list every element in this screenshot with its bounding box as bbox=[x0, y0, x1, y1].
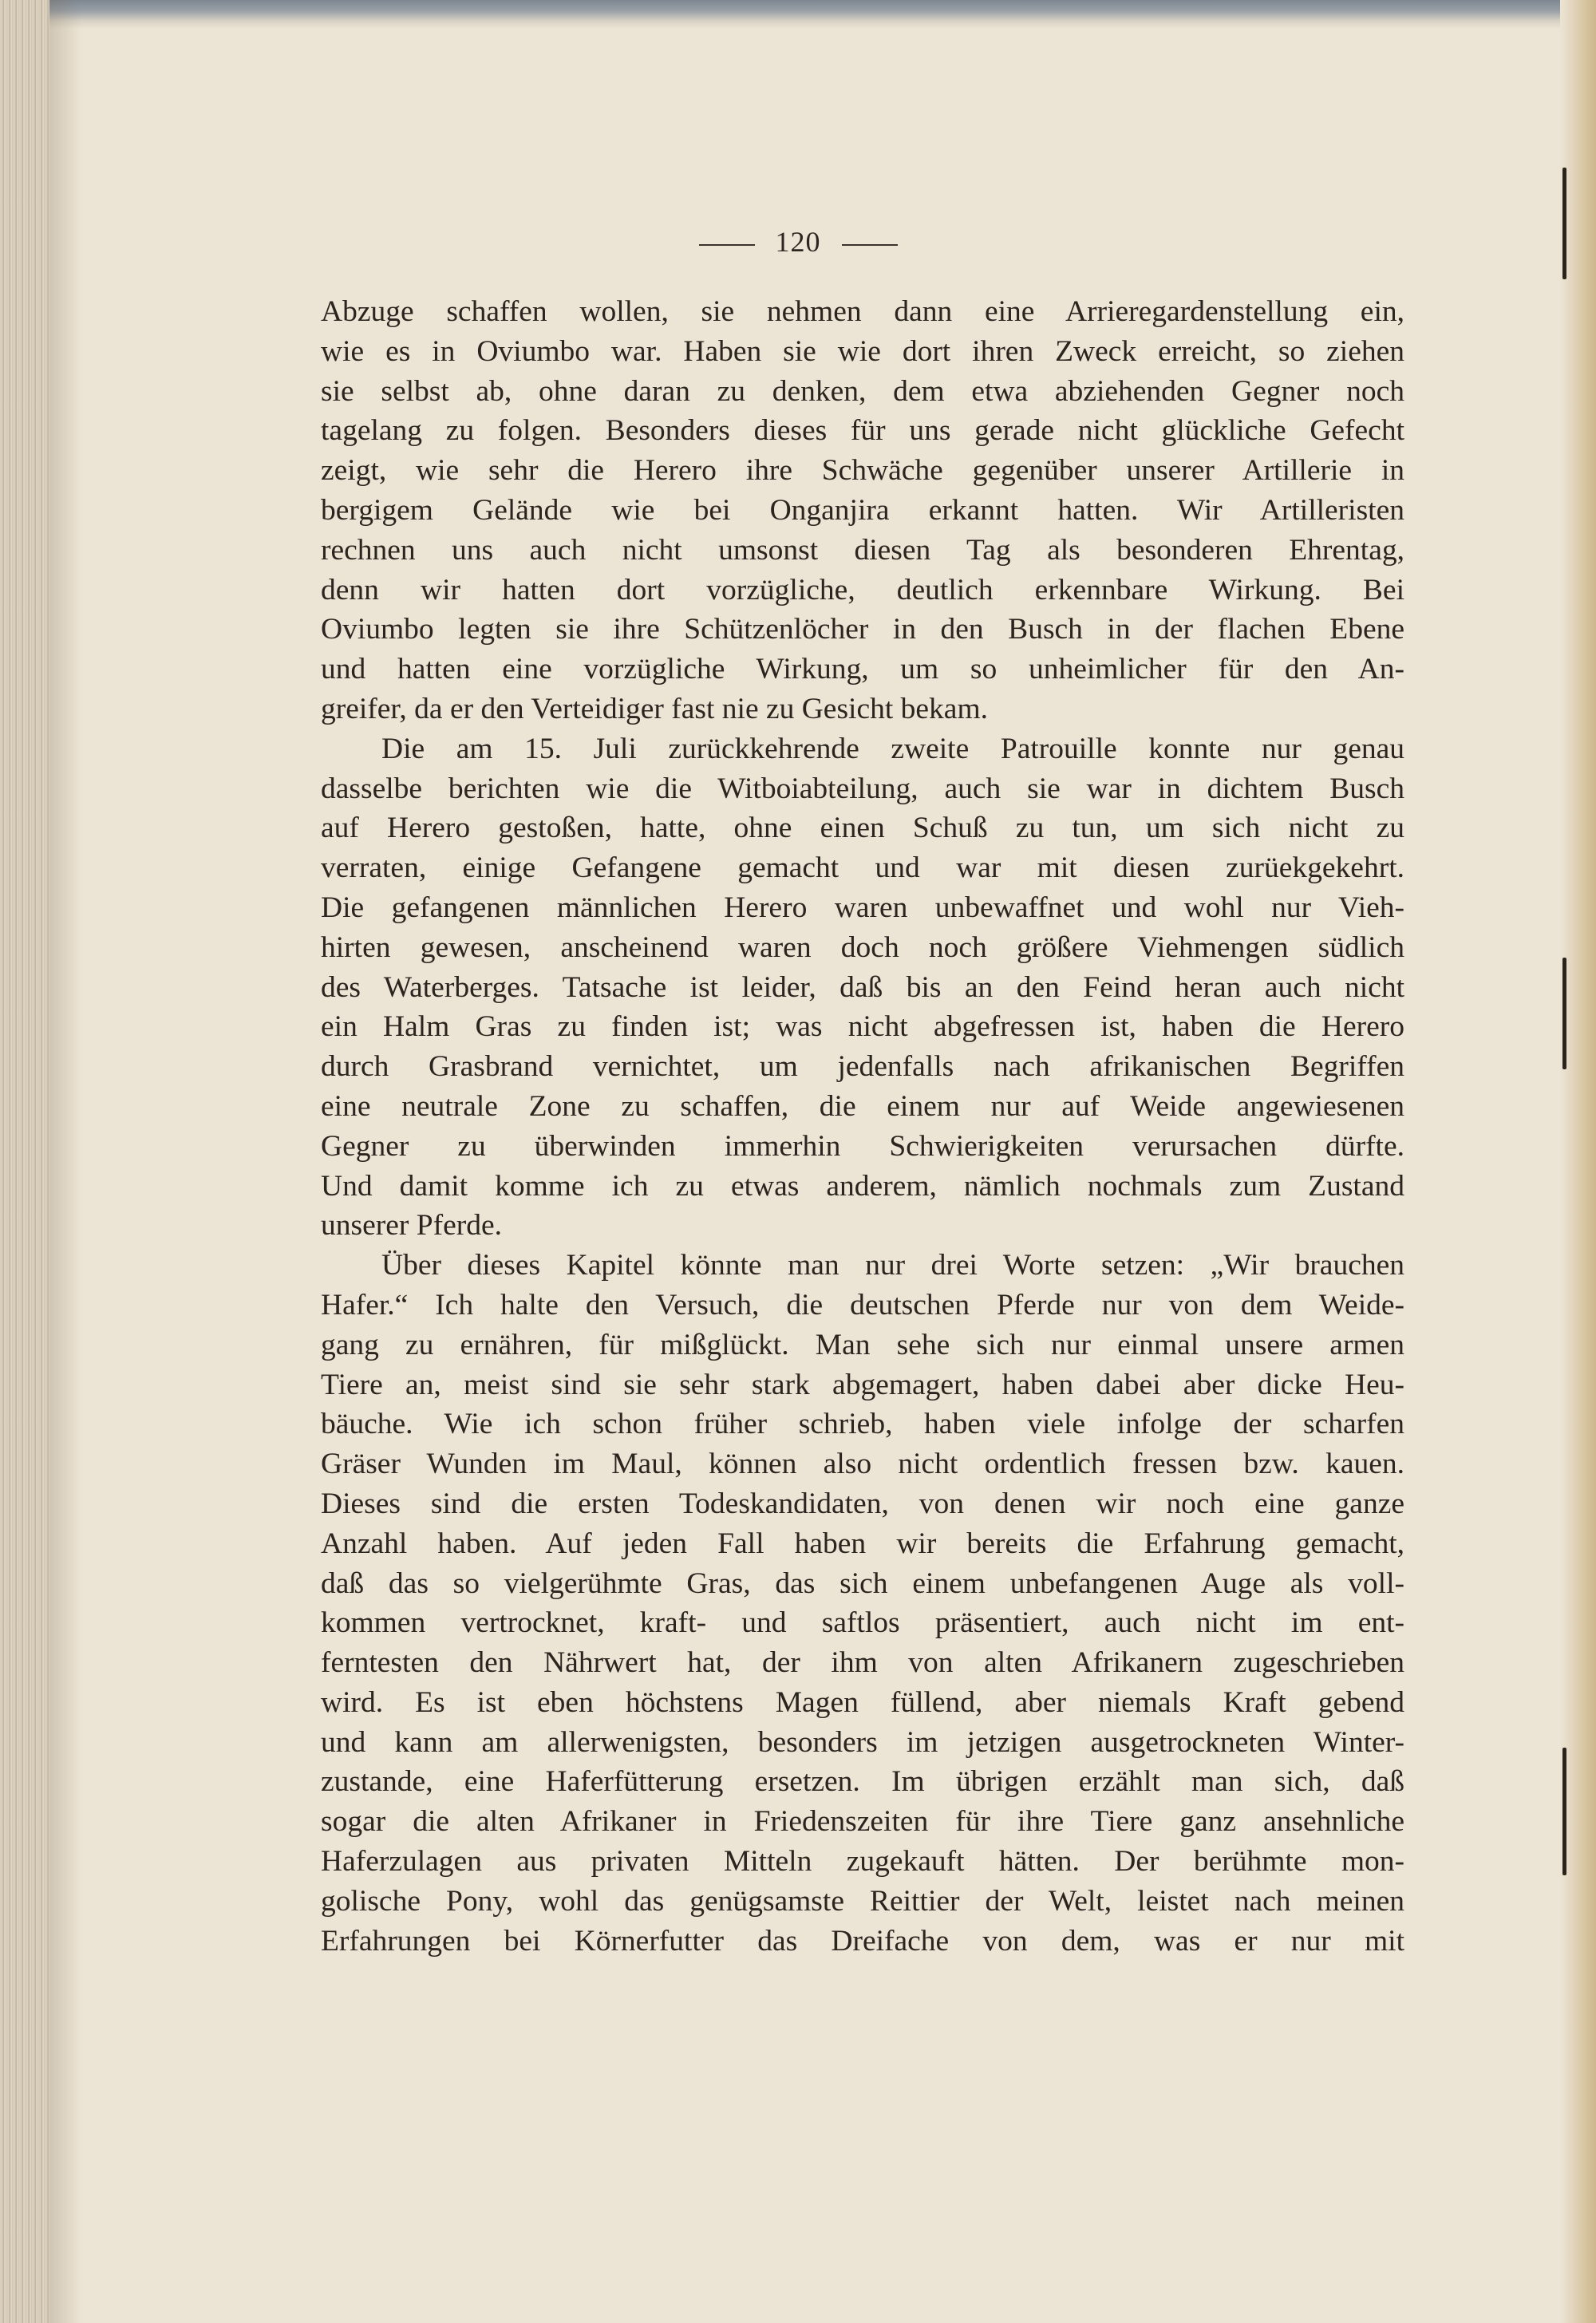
text-line: greifer, da er den Verteidiger fast nie zu Gesicht bekam. bbox=[321, 692, 988, 725]
text-line: kommen vertrocknet, kraft- und saftlos präsentiert, auch nicht im ent- bbox=[321, 1606, 1404, 1640]
text-line: Oviumbo legten sie ihre Schützenlöcher in den Busch in der flachen Ebene bbox=[321, 613, 1404, 646]
text-line: Gräser Wunden im Maul, können also nicht ordentlich fressen bzw. kauen. bbox=[321, 1448, 1404, 1481]
text-line: auf Herero gestoßen, hatte, ohne einen Schuß zu tun, um sich nicht zu bbox=[321, 812, 1404, 845]
edge-mark bbox=[1562, 1748, 1566, 1875]
edge-mark bbox=[1562, 958, 1566, 1069]
text-line: sie selbst ab, ohne daran zu denken, dem etwa abziehenden Gegner noch bbox=[321, 374, 1404, 408]
text-line: bäuche. Wie ich schon früher schrieb, haben viele infolge der scharfen bbox=[321, 1408, 1404, 1441]
text-line: unserer Pferde. bbox=[321, 1209, 502, 1242]
text-line: dasselbe berichten wie die Witboiabteilung, auch sie war in dichtem Busch bbox=[321, 772, 1404, 805]
text-line: sogar die alten Afrikaner in Friedenszeiten für ihre Tiere ganz ansehnliche bbox=[321, 1805, 1404, 1839]
text-line: wie es in Oviumbo war. Haben sie wie dort ihren Zweck erreicht, so ziehen bbox=[321, 334, 1404, 368]
header-dash-right bbox=[842, 244, 898, 246]
page-right-edge bbox=[1560, 0, 1596, 2323]
text-line: golische Pony, wohl das genügsamste Reittier der Welt, leistet nach meinen bbox=[321, 1884, 1404, 1918]
text-line: Abzuge schaffen wollen, sie nehmen dann eine Arrieregardenstellung ein, bbox=[321, 295, 1404, 328]
text-line: zustande, eine Haferfütterung ersetzen. Im übrigen erzählt man sich, daß bbox=[321, 1765, 1404, 1799]
binding-shadow bbox=[49, 0, 81, 2323]
text-line: und hatten eine vorzügliche Wirkung, um so unheimlicher für den An- bbox=[321, 653, 1404, 686]
text-line: Hafer.“ Ich halte den Versuch, die deutschen Pferde nur von dem Weide- bbox=[321, 1288, 1404, 1322]
text-line: hirten gewesen, anscheinend waren doch noch größere Viehmengen südlich bbox=[321, 930, 1404, 964]
text-line: daß das so vielgerühmte Gras, das sich einem unbefangenen Auge als voll- bbox=[321, 1566, 1404, 1600]
header-dash-left bbox=[699, 244, 755, 246]
text-line: Die gefangenen männlichen Herero waren unbewaffnet und wohl nur Vieh- bbox=[321, 891, 1404, 924]
text-line: und kann am allerwenigsten, besonders im jetzigen ausgetrockneten Winter- bbox=[321, 1725, 1404, 1759]
text-line: durch Grasbrand vernichtet, um jedenfalls nach afrikanischen Begriffen bbox=[321, 1050, 1404, 1084]
text-line: des Waterberges. Tatsache ist leider, daß bis an den Feind heran auch nicht bbox=[321, 970, 1404, 1004]
text-line: Über dieses Kapitel könnte man nur drei Worte setzen: „Wir brauchen bbox=[381, 1249, 1404, 1282]
page-stack-left-edge bbox=[0, 0, 49, 2323]
text-line: Erfahrungen bei Körnerfutter das Dreifache von dem, was er nur mit bbox=[321, 1924, 1404, 1958]
text-line: bergigem Gelände wie bei Onganjira erkannt hatten. Wir Artilleristen bbox=[321, 493, 1404, 527]
text-line: Gegner zu überwinden immerhin Schwierigkeiten verursachen dürfte. bbox=[321, 1129, 1404, 1163]
page-number-header bbox=[0, 225, 1596, 259]
text-line: tagelang zu folgen. Besonders dieses für uns gerade nicht glückliche Gefecht bbox=[321, 414, 1404, 448]
text-line: Tiere an, meist sind sie sehr stark abgemagert, haben dabei aber dicke Heu- bbox=[321, 1368, 1404, 1401]
text-line: eine neutrale Zone zu schaffen, die einem nur auf Weide angewiesenen bbox=[321, 1089, 1404, 1123]
body-text bbox=[321, 292, 1404, 1961]
text-line: ein Halm Gras zu finden ist; was nicht abgefressen ist, haben die Herero bbox=[321, 1010, 1404, 1044]
text-line: verraten, einige Gefangene gemacht und war mit diesen zurüekgekehrt. bbox=[321, 851, 1404, 885]
text-line: Haferzulagen aus privaten Mitteln zugekauft hätten. Der berühmte mon- bbox=[321, 1845, 1404, 1879]
text-line: denn wir hatten dort vorzügliche, deutlich erkennbare Wirkung. Bei bbox=[321, 573, 1404, 606]
text-line: wird. Es ist eben höchstens Magen füllend, aber niemals Kraft gebend bbox=[321, 1685, 1404, 1719]
text-line: ferntesten den Nährwert hat, der ihm von alten Afrikanern zugeschrieben bbox=[321, 1646, 1404, 1680]
text-line: zeigt, wie sehr die Herero ihre Schwäche gegenüber unserer Artillerie in bbox=[321, 454, 1404, 488]
text-line: Anzahl haben. Auf jeden Fall haben wir bereits die Erfahrung gemacht, bbox=[321, 1527, 1404, 1560]
text-line: Dieses sind die ersten Todeskandidaten, von denen wir noch eine ganze bbox=[321, 1487, 1404, 1520]
text-line: Und damit komme ich zu etwas anderem, nämlich nochmals zum Zustand bbox=[321, 1169, 1404, 1203]
text-line: gang zu ernähren, für mißglückt. Man sehe sich nur einmal unsere armen bbox=[321, 1328, 1404, 1361]
page-top-edge bbox=[0, 0, 1596, 29]
edge-mark bbox=[1562, 168, 1566, 279]
text-line: Die am 15. Juli zurückkehrende zweite Patrouille konnte nur genau bbox=[381, 732, 1404, 765]
page-number: 120 bbox=[775, 226, 821, 258]
text-line: rechnen uns auch nicht umsonst diesen Tag als besonderen Ehrentag, bbox=[321, 533, 1404, 567]
